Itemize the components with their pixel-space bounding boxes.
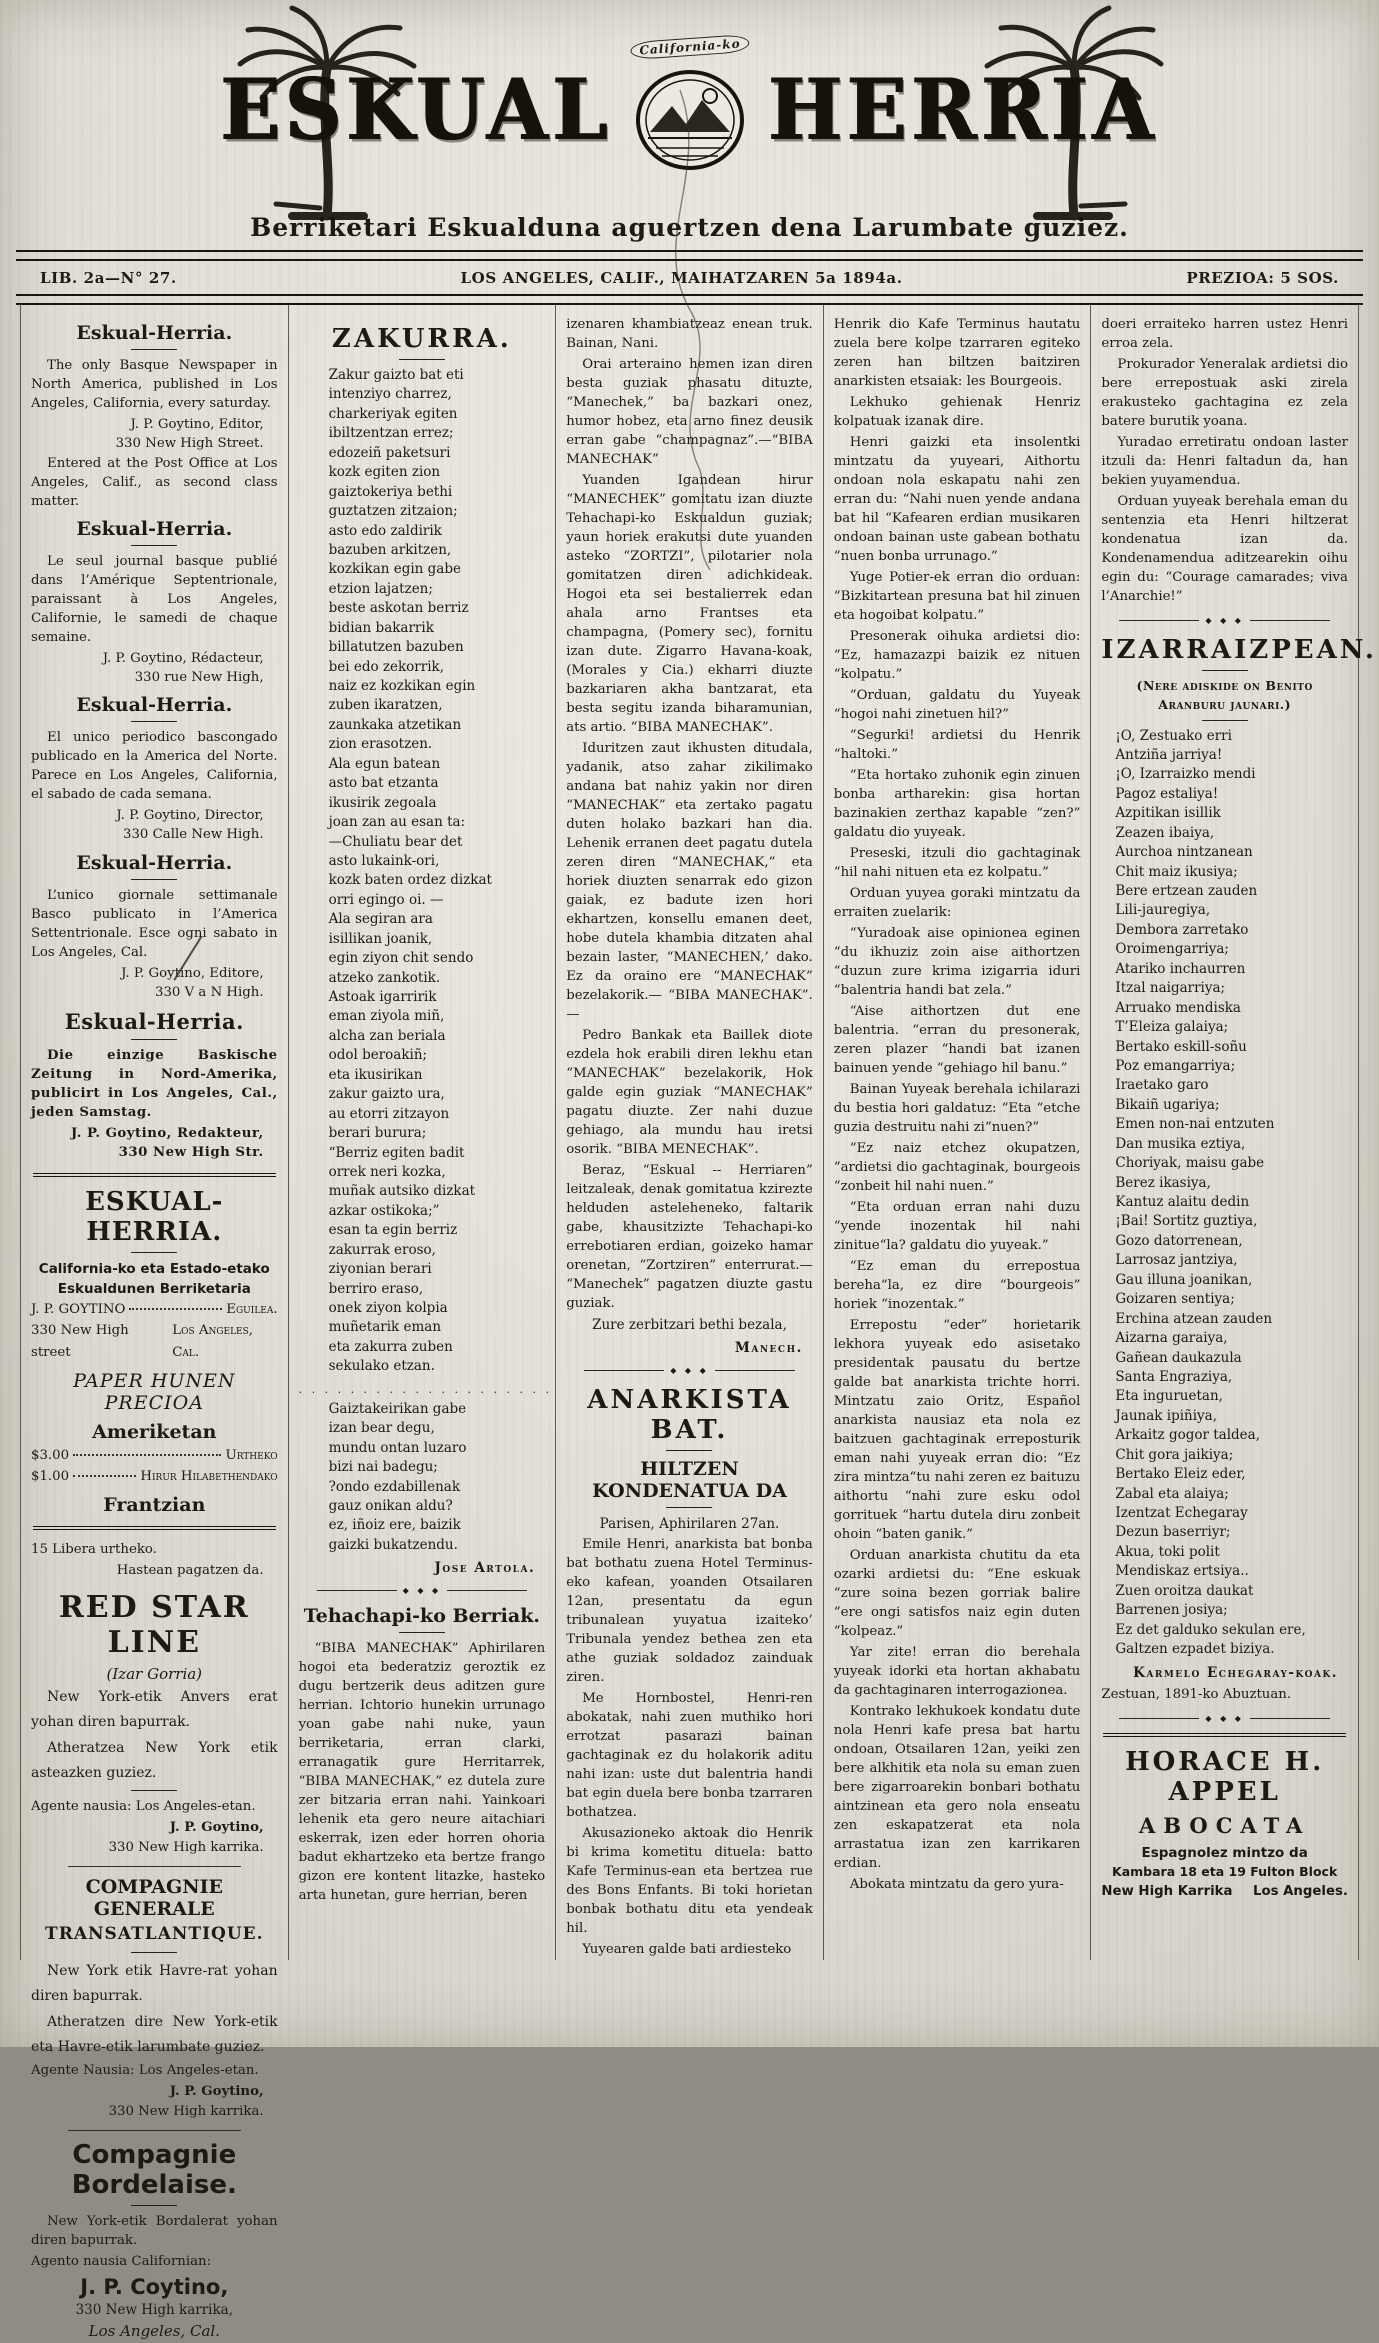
divider-diamonds-icon: ◆ ◆ ◆: [1205, 1713, 1244, 1723]
leader-row: [31, 1466, 278, 1487]
leader-label: J. P. GOYTINO: [31, 1302, 126, 1318]
paragraph: Agente Nausia: Los Angeles-etan.: [31, 2063, 259, 2079]
paragraph: Henri gaizki eta insolentki mintzatu da yuyeari, Aithortu ondoan nola eskapatu nahi zen erran du: “Nahi nuen yende andana bat hil “Kafearen erdian musikaren ondoan bainan uste gabean bothatu “nuen bonba urrunago.”: [833, 435, 1081, 564]
verse-line: Zakur gaizto bat eti: [328, 367, 464, 383]
verse-line: Bikaiñ ugariya;: [1115, 1096, 1220, 1113]
right-aligned-bold-line: J. P. Goytino,: [169, 1820, 264, 1836]
paragraph: The only Basque Newspaper in North America, published in Los Angeles, California, every saturday.: [31, 358, 278, 411]
verse-line: alcha zan beriala: [328, 1027, 446, 1044]
verse-line: Oroimengarriya;: [1115, 941, 1229, 958]
verse-line: gauz onikan aldu?: [328, 1497, 453, 1514]
centered-line: Parisen, Aphirilaren 27an.: [599, 1516, 780, 1533]
short-rule: [131, 879, 177, 880]
column-2: [288, 305, 556, 1960]
sub-heading: Eskual-Herria.: [64, 1009, 244, 1035]
signature: Manech.: [734, 1340, 803, 1357]
thick-rule: [1103, 1733, 1346, 1737]
divider-diamonds-icon: ◆ ◆ ◆: [670, 1366, 709, 1376]
leader-label: $1.00: [31, 1469, 70, 1485]
masthead-banner: California-ko: [630, 34, 750, 60]
ornament-divider: [1119, 1714, 1330, 1723]
verse-line: Aizarna garaiya,: [1115, 1330, 1228, 1347]
short-rule: [131, 721, 177, 722]
price: PREZIOA: 5 SOS.: [1186, 269, 1339, 287]
verse-line: Ala egun batean: [328, 755, 441, 772]
verse-line: ikusirik zegoala: [328, 794, 437, 811]
paragraph: Yar zite! erran dio berehala yuyeak idorki eta hortan akhabatu da gachtaginaren interrogazionea.: [833, 1645, 1081, 1698]
signature: Karmelo Echegaray-koak.: [1133, 1664, 1338, 1681]
verse-line: Zuen oroitza daukat: [1115, 1582, 1254, 1599]
paragraph: New York-etik Anvers erat yohan diren bapurrak.: [31, 1689, 278, 1730]
paragraph: “Ez naiz etchez okupatzen, “ardietsi dio gachtaginak, bourgeois “zonbeit hil nahi nuen.”: [833, 1141, 1081, 1194]
verse-line: izan bear degu,: [328, 1420, 435, 1437]
verse-line: Arkaitz gogor taldea,: [1115, 1427, 1260, 1444]
verse-line: Azpitikan isillik: [1115, 805, 1221, 822]
paragraph: doeri erraiteko harren ustez Henri erroa zela.: [1101, 317, 1348, 351]
verse-line: Barrenen josiya;: [1115, 1602, 1228, 1619]
divider-line: [584, 1370, 664, 1371]
centered-line: 330 New High karrika,: [75, 2301, 233, 2318]
short-rule: [131, 2205, 177, 2206]
article-columns: [0, 305, 1379, 2341]
leader-row: [31, 1445, 278, 1466]
paragraph: Atheratzea New York etik asteazken guziez.: [31, 1740, 278, 1781]
column-4: [823, 305, 1091, 1960]
sub-heading: Tehachapi-ko Berriak.: [303, 1605, 540, 1628]
masthead-emblem: [626, 36, 754, 180]
paragraph: Agente nausia: Los Angeles-etan.: [31, 1799, 256, 1815]
right-aligned-line: J. P. Goytino, Director,: [116, 808, 264, 824]
right-aligned-line: 330 New High Street.: [115, 436, 264, 452]
verse-line: Chit gora jaikiya;: [1115, 1446, 1234, 1463]
column-3: [555, 305, 823, 1960]
sub-heading: COMPAGNIE GENERALE: [85, 1875, 223, 1920]
verse-line: atzeko zankotik.: [328, 969, 441, 986]
verse-line: Akua, toki polit: [1115, 1543, 1220, 1560]
verse-stanza: [329, 366, 546, 1377]
dateline: [0, 261, 1379, 294]
right-aligned-bold-line: J. P. Goytino,: [169, 2084, 264, 2100]
verse-line: azkar ostikoka;”: [328, 1202, 440, 1219]
verse-line: beste askotan berriz: [328, 600, 469, 617]
verse-line: Itzal naigarriya;: [1115, 980, 1226, 997]
paragraph: Orduan anarkista chutitu da eta ozarki ardietsi du: “Ene eskuak “zure soina bezen gorriak balire “ere ongi satisfos naiz egin duten “kolpeaz.”: [833, 1548, 1081, 1639]
paragraph: Lekhuko gehienak Henriz kolpatuak izanak dire.: [833, 395, 1081, 429]
verse-line: egin ziyon chit sendo: [328, 950, 474, 967]
short-rule: [131, 1039, 177, 1040]
verse-stanza: [1115, 727, 1348, 1660]
verse-line: kozk baten ordez dizkat: [328, 872, 492, 889]
right-aligned-line: J. P. Goytino, Rédacteur,: [102, 650, 264, 666]
verse-line: Ala segiran ara: [328, 911, 433, 928]
short-rule: [131, 1790, 177, 1791]
centered-bold-line: Espagnolez mintzo da: [1141, 1845, 1308, 1861]
verse-line: Antziña jarriya!: [1115, 746, 1223, 763]
verse-line: muñetarik eman: [328, 1319, 442, 1336]
verse-line: Izentzat Echegaray: [1115, 1505, 1248, 1521]
right-aligned-line: J. P. Goytino, Redakteur,: [71, 1126, 264, 1142]
leader-value: Hirur Hilabethendako: [140, 1469, 278, 1485]
verse-line: ¡O, Zestuako erri: [1115, 727, 1232, 744]
divider-rule: [68, 2130, 241, 2131]
paragraph: Yuge Potier-ek erran dio orduan: “Bizkitartean presuna bat hil zinuen eta hogoibat kolpatu.”: [833, 570, 1081, 623]
paragraph: “Segurki! ardietsi du Henrik “haltoki.”: [833, 728, 1081, 762]
section-heading: Compagnie Bordelaise.: [71, 2139, 237, 2200]
right-aligned-line: J. P. Goytino, Editor,: [130, 417, 264, 432]
short-rule: [1202, 720, 1248, 721]
ornament-divider: [1119, 616, 1330, 625]
short-rule: [399, 359, 445, 360]
divider-rule: [68, 1866, 241, 1867]
leader-label: $3.00: [31, 1447, 70, 1463]
verse-line: esan ta egin berriz: [328, 1222, 458, 1239]
divider-line: [447, 1590, 527, 1591]
right-aligned-line: 330 V a N High.: [31, 983, 278, 1002]
paragraph: Yuyearen galde bati ardiesteko: [582, 1941, 792, 1957]
verse-line: kozk egiten zion: [328, 464, 441, 481]
paragraph: Die einzige Baskische Zeitung in Nord-Amerika, publicirt in Los Angeles, Cal., jeden Samstag.: [31, 1048, 278, 1121]
leader-dots: [73, 1454, 221, 1456]
verse-line: bidian bakarrik: [328, 619, 434, 636]
verse-line: asto bat etzanta: [328, 775, 439, 792]
verse-line: zakur gaizto ura,: [328, 1086, 445, 1103]
paragraph: Le seul journal basque publié dans l’Amérique Septentrionale, paraissant à Los Angeles, Californie, le samedi de chaque semaine.: [31, 553, 278, 645]
verse-line: “Berriz egiten badit: [328, 1144, 465, 1161]
verse-line: Dembora zarretako: [1115, 921, 1249, 938]
centered-italic-line: (Izar Gorria): [106, 1664, 203, 1683]
verse-line: Santa Engraziya,: [1115, 1368, 1233, 1385]
section-heading: ANARKISTA BAT.: [587, 1385, 792, 1446]
paragraph: Errepostu “eder” horietarik lekhora yuyeak edo asisetako presidentak pausatu du bertze galde bat anarkista trichte horri. Mintzatu zaio Oritz, Español anarkista nausiaz eta nola ez baitzuen gachtaginak erreposturik eman nahi yuyeak erran dio: “Ez zira mintza“tu nahi zeren ez baituzu aithortu “nahi zure esku odol gorrituek “hartu dutela diru zonbeit ohoin “baten ganik.”: [833, 1318, 1081, 1542]
verse-stanza: [329, 1400, 546, 1556]
leader-row: [31, 1320, 278, 1363]
verse-line: T’Eleiza galaiya;: [1115, 1019, 1229, 1036]
ornament-divider: [317, 1586, 528, 1595]
section-heading: HORACE H. APPEL: [1125, 1746, 1325, 1807]
divider-line: [1119, 620, 1199, 621]
verse-line: eta zakurra zuben: [328, 1338, 453, 1355]
verse-line: Arruako mendiska: [1115, 999, 1241, 1016]
divider-line: [1250, 1718, 1330, 1719]
leader-value: Los Angeles, Cal.: [172, 1323, 254, 1360]
verse-line: zuben ikaratzen,: [328, 697, 443, 714]
paragraph: Abokata mintzatu da gero yura-: [849, 1877, 1064, 1892]
section-heading: ZAKURRA.: [331, 324, 512, 354]
verse-line: Atariko inchaurren: [1115, 960, 1246, 977]
verse-line: Dan musika eztiya,: [1115, 1135, 1246, 1152]
verse-line: Mendiskaz ertsiya..: [1115, 1563, 1249, 1580]
paragraph: Beraz, “Eskual -- Herriaren” leitzaleak, denak gomitatua kzirezte helduden asteleheneko, faltarik gabe, khausitzizte Tehachapi-ko errebotiaren erdian, goizeko hamar orenetan, “Zortziren” enterrurat.— “Manechek” pagatzen diuzte gastu guziak.: [566, 1163, 813, 1311]
right-aligned-line: 330 Calle New High.: [123, 827, 264, 843]
verse-line: Kantuz alaitu dedin: [1115, 1194, 1250, 1210]
short-rule: [131, 349, 177, 350]
centered-italic-line: Los Angeles, Cal.: [88, 2322, 220, 2341]
verse-line: kozkikan egin gabe: [328, 561, 461, 578]
verse-line: —Chuliatu bear det: [328, 833, 463, 850]
paragraph: “Orduan, galdatu du Yuyeak “hogoi nahi zinetuen hil?”: [833, 688, 1081, 722]
centered-bold-line: Eskualdunen Berriketaria: [57, 1280, 251, 1297]
verse-line: Choriyak, maisu gabe: [1115, 1155, 1265, 1172]
paragraph: “Ez eman du errepostua bereha“la, ez dire “bourgeois” horiek “inozentak.”: [833, 1259, 1081, 1312]
verse-line: isillikan joanik,: [328, 930, 433, 947]
divider-line: [1250, 620, 1330, 621]
verse-line: asto edo zaldirik: [328, 522, 442, 539]
verse-line: etzion lajatzen;: [328, 580, 433, 597]
paragraph: Orduan yuyeak berehala eman du sentenzia eta Henri hiltzerat kondenatua izan da. Kondenamendua aditzearekin oihu egin du: “Courage camarades; viva l’Anarchie!”: [1101, 494, 1348, 604]
right-aligned-line: Hastean pagatzen da.: [116, 1563, 264, 1579]
paragraph: Henrik dio Kafe Terminus hautatu zuela bere kolpe tzarraren egiteko zeren han biltzen baitziren anarkisten etsaiak: les Bourgeois.: [833, 317, 1081, 389]
verse-line: Gañean daukazula: [1115, 1349, 1242, 1366]
verse-line: ¡Bai! Sortitz guztiya,: [1115, 1213, 1258, 1230]
verse-line: Goizaren sentiya;: [1115, 1291, 1235, 1308]
paragraph: Presonerak oihuka ardietsi dio: “Ez, hamazazpi baizik ez nituen “kolpatu.”: [833, 629, 1081, 682]
verse-line: Bere ertzean zauden: [1115, 883, 1258, 899]
sub-heading: Eskual-Herria.: [76, 851, 233, 874]
paragraph: “Eta orduan erran nahi duzu “yende inozentak hil nahi zinitue“la? galdatu dio yuyeak.”: [833, 1200, 1081, 1253]
short-rule: [131, 1952, 177, 1953]
sub-heading: Eskual-Herria.: [76, 694, 233, 717]
thick-rule: [33, 1173, 276, 1177]
verse-line: muñak autsiko dizkat: [328, 1183, 476, 1200]
paragraph: “Eta hortako zuhonik egin zinuen bonba artharekin: gisa hortan bazinakien zerthaz kapable “zen?” galdatu dio yuyeak.: [833, 768, 1081, 840]
right-aligned-line: J. P. Goytino, Editore,: [121, 965, 264, 981]
place-and-date: LOS ANGELES, CALIF., MAIHATZAREN 5a 1894a.: [460, 269, 903, 287]
divider-diamonds-icon: ◆ ◆ ◆: [402, 1586, 442, 1596]
verse-line: bei edo zekorrik,: [328, 658, 444, 675]
verse-line: gaiztokeriya bethi: [328, 483, 453, 500]
verse-line: Zeazen ibaiya,: [1115, 824, 1215, 841]
column-1: [20, 305, 288, 2341]
leader-value: Urtheko: [225, 1447, 278, 1463]
verse-line: orrek neri kozka,: [328, 1163, 446, 1180]
title-word-right: HERRIA: [768, 60, 1159, 160]
verse-line: eman ziyola miñ,: [328, 1008, 445, 1025]
double-rule-top: [16, 250, 1363, 261]
verse-line: onek ziyon kolpia: [328, 1300, 448, 1316]
verse-line: Eta inguruetan,: [1115, 1388, 1223, 1405]
landscape-vignette-icon: [626, 40, 754, 180]
divider-line: [1119, 1718, 1199, 1719]
divider-line: [317, 1590, 397, 1591]
right-aligned-line: 330 New High karrika.: [108, 2103, 264, 2119]
paragraph: Yuanden Igandean hirur “MANECHEK” gomitatu izan diuzte Tehachapi-ko Eskualdun guziak; yaun horiek erakutsi dute yuanden asteko “ZORTZI”, pilotarier nola gomitatzen diren adichkideak. Hogoi eta sei bestalierrek edan ahala arno Frantses eta champagna, (Pomery sec), fornitu izan dute. Zigarro Havana-koak, (Morales y Cia.) ekharri diuzte bazkariaren akha bantzarat, eta besta segitu izanda biharamunian, ats artio. “BIBA MANECHAK”.: [566, 473, 813, 735]
paragraph: “Aise aithortzen dut ene balentria. “erran du presonerak, zeren plazer “handi bat izanen bainuen yende “gehiago hil banu.”: [833, 1004, 1081, 1076]
signature: Jose Artola.: [434, 1560, 536, 1577]
centered-bold-line: California-ko eta Estado-etako: [38, 1260, 270, 1277]
verse-line: Erchina atzean zauden: [1115, 1310, 1273, 1327]
verse-line: Astoak igarririk: [328, 989, 437, 1005]
centered-line: TRANSATLANTIQUE.: [45, 1923, 264, 1944]
verse-line: asto lukaink-ori,: [328, 852, 440, 869]
verse-line: berari burura;: [328, 1125, 427, 1142]
paragraph: Yuradao erretiratu ondoan laster itzuli da: Henri faltadun da, han bekien yuyamendua.: [1101, 435, 1348, 488]
verse-line: Dezun baserriyr;: [1115, 1524, 1231, 1541]
paragraph: L’unico giornale settimanale Basco publicato in l’America Settentrionale. Esce ogni sabato in Los Angeles, Cal.: [31, 887, 278, 960]
paragraph: Atheratzen dire New York-etik eta Havre-etik larumbate guziez.: [31, 2014, 278, 2055]
paragraph: Akusazioneko aktoak dio Henrik bi krima kometitu dituela: batto Kafe Terminus-ean eta bertzea rue des Bons Enfants. Bi toki horietan bonbak bothatu ditu eta yendeak hil.: [566, 1825, 813, 1936]
verse-line: mundu ontan luzaro: [328, 1439, 467, 1456]
section-heading: RED STAR LINE: [58, 1589, 250, 1660]
paragraph: Bainan Yuyeak berehala ichilarazi du bestia hori galdatuz: “Eta “etche guzia destruitu nahi zi“nuen?”: [833, 1082, 1081, 1135]
sub-heading: Frantzian: [103, 1494, 206, 1517]
centered-bold-line: Kambara 18 eta 19 Fulton Block: [1112, 1864, 1338, 1880]
verse-line: Gau illuna joanikan,: [1115, 1271, 1253, 1288]
verse-line: Zabal eta alaiya;: [1115, 1485, 1229, 1502]
column-5: [1090, 305, 1377, 1960]
short-rule: [131, 1252, 177, 1253]
leader-row: [31, 1299, 278, 1320]
paragraph: Entered at the Post Office at Los Angeles, Calif., as second class matter.: [31, 455, 278, 509]
paragraph: Kontrako lekhukoek kondatu dute nola Henri kafe presa bat hartu ondoan, Otsailaren 12an, yeiki zen bere alkhitik eta nola su eman zuen bere zigarroarekin bonbari bothatu aintzinean eta gero nola enseatu zen eskapatzerat eta nola arrastatua izan zen karrikaren erdian.: [833, 1704, 1081, 1871]
verse-line: berriro eraso,: [328, 1280, 424, 1297]
short-rule: [399, 1632, 445, 1633]
sub-heading: HILTZEN KONDENATUA DA: [592, 1458, 787, 1503]
verse-line: intenziyo charrez,: [328, 386, 452, 403]
paragraph: El unico periodico bascongado publicado en la America del Norte. Parece en Los Angeles, California, el sabado de cada semana.: [31, 730, 278, 803]
sub-heading: Eskual-Herria.: [76, 322, 233, 344]
paragraph: Pedro Bankak eta Baillek diote ezdela hok erabili diren lekhu etan “MANECHAK” bezelakorik, Hok galde egin guziak “MANECHAK” pagatu diuzte. Zer nahi duzue gehiago, ala mundu hau iretsi osorik. “BIBA MENECHAK”.: [566, 1028, 813, 1157]
verse-line: Berez ikasiya,: [1115, 1174, 1211, 1191]
verse-line: Gozo datorrenean,: [1115, 1232, 1243, 1249]
thick-rule: [33, 1526, 276, 1530]
verse-line: sekulako etzan.: [328, 1358, 435, 1375]
paragraph: “Yuradoak aise opinionea eginen “du ikhuziz zoin aise aithortzen “duzun zure krima izigarria iduri “balentria handi bat zela.”: [833, 926, 1081, 998]
verse-line: gaizki bukatzendu.: [328, 1536, 458, 1553]
title-word-left: ESKUAL: [220, 60, 613, 160]
verse-line: zion erasotzen.: [328, 736, 433, 753]
verse-line: au etorri zitzayon: [328, 1105, 450, 1122]
short-rule: [1202, 670, 1248, 671]
paragraph: New York etik Havre-rat yohan diren bapurrak.: [31, 1963, 278, 2004]
leader-dots: [73, 1475, 136, 1477]
paragraph: Iduritzen zaut ikhusten ditudala, yadanik, atso zahar zikilimako andana bat nahiz yakin nor diren “MANECHAK” eta zertako pagatu duten holako bazkari han dia. Lehenik erranen deet pagatu dutela zeren diren “MANECHAK,” eta horiek diuzten senarrak edo gizon gaiak, ez badute izen hori ekhartzen, konsellu emanen deet, hobe dutela khambia ditzaten ahal bezain laster, “MANECHEN,’ dako. Ez da oraino ere “MANECHAK” bezelakorik.— “BIBA MANECHAK”.—: [566, 741, 813, 1022]
short-rule: [666, 1507, 712, 1508]
short-rule: [666, 1450, 712, 1451]
verse-line: guztatzen zitzaion;: [328, 503, 458, 520]
verse-line: bazuben arkitzen,: [328, 541, 452, 558]
verse-line: zaunkaka atzetikan: [328, 716, 462, 733]
newspaper-title: [0, 36, 1379, 180]
section-heading: IZARRAIZPEAN.: [1101, 635, 1377, 665]
verse-line: Chit maiz ikusiya;: [1115, 863, 1238, 880]
verse-line: Lili-jauregiya,: [1115, 902, 1211, 919]
dotted-separator: . . . . . . . . . . . . . . . . . . . .: [298, 1382, 552, 1396]
verse-line: Ez det galduko sekulan ere,: [1115, 1621, 1306, 1638]
sub-heading: Ameriketan: [92, 1420, 217, 1443]
masthead: [0, 0, 1379, 250]
paragraph: 15 Libera urtheko.: [31, 1542, 157, 1558]
verse-line: ez, iñoiz ere, baizik: [328, 1517, 461, 1534]
verse-line: ¡O, Izarraizko mendi: [1115, 766, 1256, 783]
verse-line: Bertako Eleiz eder,: [1115, 1466, 1246, 1483]
centered-line: (Nere adiskide on Benito Aranburu jaunari.): [1136, 678, 1313, 712]
verse-line: odol beroakiñ;: [328, 1047, 428, 1064]
paragraph: “BIBA MANECHAK” Aphirilaren hogoi eta bederatziz geroztik ez dugu bertzerik deus aditzen gure herrian. Ichtorio hunekin urrunago yoan gabe nahi nuke, yaun berriketaria, erran clarki, erranagatik gure Herritarrek, “BIBA MANECHAK,” ez dutela zure zer bitzaria erran nahi. Yainkoari lehenik eta gero neure aitachiari eskerrak, izen eder horren ohoria badut ekhartzeko eta bertze frango gizon ere kontent litazke, hasteko arta hunetan, gure herrian, beren: [298, 1641, 546, 1904]
sub-heading-italic: PAPER HUNEN PRECIOA: [73, 1369, 236, 1414]
verse-line: eta ikusirikan: [328, 1066, 423, 1083]
paragraph: izenaren khambiatzeaz enean truk. Bainan, Nani.: [566, 317, 813, 351]
section-heading: ESKUAL-HERRIA.: [85, 1186, 224, 1247]
leader-value: Eguilea.: [226, 1302, 278, 1318]
newspaper-subtitle: Berriketari Eskualduna aguertzen dena Larumbate guziez.: [250, 213, 1129, 242]
verse-line: billatutzen bazuben: [328, 639, 464, 656]
divider-diamonds-icon: ◆ ◆ ◆: [1205, 616, 1244, 625]
verse-line: ziyonian berari: [328, 1261, 432, 1278]
right-aligned-line: 330 rue New High,: [134, 669, 264, 685]
verse-line: Poz emangarriya;: [1115, 1057, 1236, 1074]
verse-line: orri egingo oi. —: [328, 891, 444, 908]
verse-line: Iraetako garo: [1115, 1077, 1209, 1094]
centered-line: ABOCATA: [1138, 1812, 1311, 1838]
verse-line: zakurrak eroso,: [328, 1241, 436, 1258]
divider-line: [715, 1370, 795, 1371]
verse-line: Jaunak ipiñiya,: [1115, 1407, 1218, 1424]
paragraph: Orduan yuyea goraki mintzatu da erraiten zuelarik:: [833, 886, 1081, 920]
verse-line: ?ondo ezdabillenak: [328, 1478, 461, 1495]
verse-line: Galtzen ezpadet biziya.: [1115, 1641, 1275, 1658]
verse-line: Emen non-nai entzuten: [1115, 1116, 1275, 1133]
paragraph: Emile Henri, anarkista bat bonba bat bothatu zuena Hotel Terminus-eko kafean, yoanden Otsailaren 12an, presentatu da egun tribunalean yuyatua izaiteko’ Tribunala yendez bethea zen eta athe guziak soldadoz zainduak ziren.: [566, 1536, 813, 1685]
short-rule: [131, 545, 177, 546]
verse-line: Gaiztakeirikan gabe: [328, 1400, 467, 1417]
leader-label: 330 New High street: [31, 1323, 129, 1360]
right-aligned-line: 330 New High Str.: [118, 1145, 264, 1161]
ornament-divider: [584, 1366, 795, 1375]
paragraph: Preseski, itzuli dio gachtaginak “hil nahi nituen eta ez kolpatu.”: [833, 846, 1081, 880]
verse-line: naiz ez kozkikan egin: [328, 678, 476, 694]
agent-name: J. P. Coytino,: [80, 2274, 229, 2299]
centered-line: Zure zerbitzari bethi bezala,: [592, 1317, 787, 1333]
verse-line: Pagoz estaliya!: [1115, 785, 1219, 802]
split-row: [1101, 1882, 1348, 1902]
paragraph: New York-etik Bordalerat yohan diren bapurrak.: [31, 2213, 278, 2248]
verse-line: Larrosaz jantziya,: [1115, 1252, 1238, 1269]
verse-line: ibiltzentzan errez;: [328, 425, 454, 442]
verse-line: edozeiñ paketsuri: [328, 444, 451, 461]
verse-line: charkeriyak egiten: [328, 405, 458, 422]
paragraph: Prokurador Yeneralak ardietsi dio bere errepostuak aski zirela erakusteko gachtagina ez zela batere burutik yoana.: [1101, 357, 1348, 429]
paragraph: Zestuan, 1891-ko Abuztuan.: [1101, 1686, 1292, 1702]
issue-number: LIB. 2a—N° 27.: [40, 269, 177, 287]
paragraph: Agento nausia Californian:: [31, 2253, 212, 2269]
paragraph: Orai arteraino hemen izan diren besta guziak phasatu dituzte, “Manechek,” ba bazkari onez, humor hobez, eta arno finez deusik erran gabe “champagnaz”.—“BIBA MANECHAK”: [566, 357, 813, 467]
verse-line: Bertako eskill-soñu: [1115, 1038, 1247, 1055]
sub-heading: Eskual-Herria.: [76, 517, 233, 540]
verse-line: Aurchoa nintzanean: [1115, 844, 1253, 861]
leader-dots: [129, 1308, 222, 1310]
paragraph: Me Hornbostel, Henri-ren abokatak, nahi zuen muthiko hori errotzat pasarazi bainan gachtaginak ez du holakorik aditu nahi izan: uste dut balentria handi bat egin duela bere bonba tzarraren bothatzea.: [566, 1690, 813, 1820]
verse-line: joan zan au esan ta:: [328, 814, 466, 831]
split-left: New High Karrika: [1101, 1884, 1233, 1899]
split-right: Los Angeles.: [1252, 1884, 1348, 1899]
double-rule-bottom: [16, 294, 1363, 305]
verse-line: bizi nai badegu;: [328, 1459, 438, 1476]
right-aligned-line: 330 New High karrika.: [108, 1839, 264, 1855]
